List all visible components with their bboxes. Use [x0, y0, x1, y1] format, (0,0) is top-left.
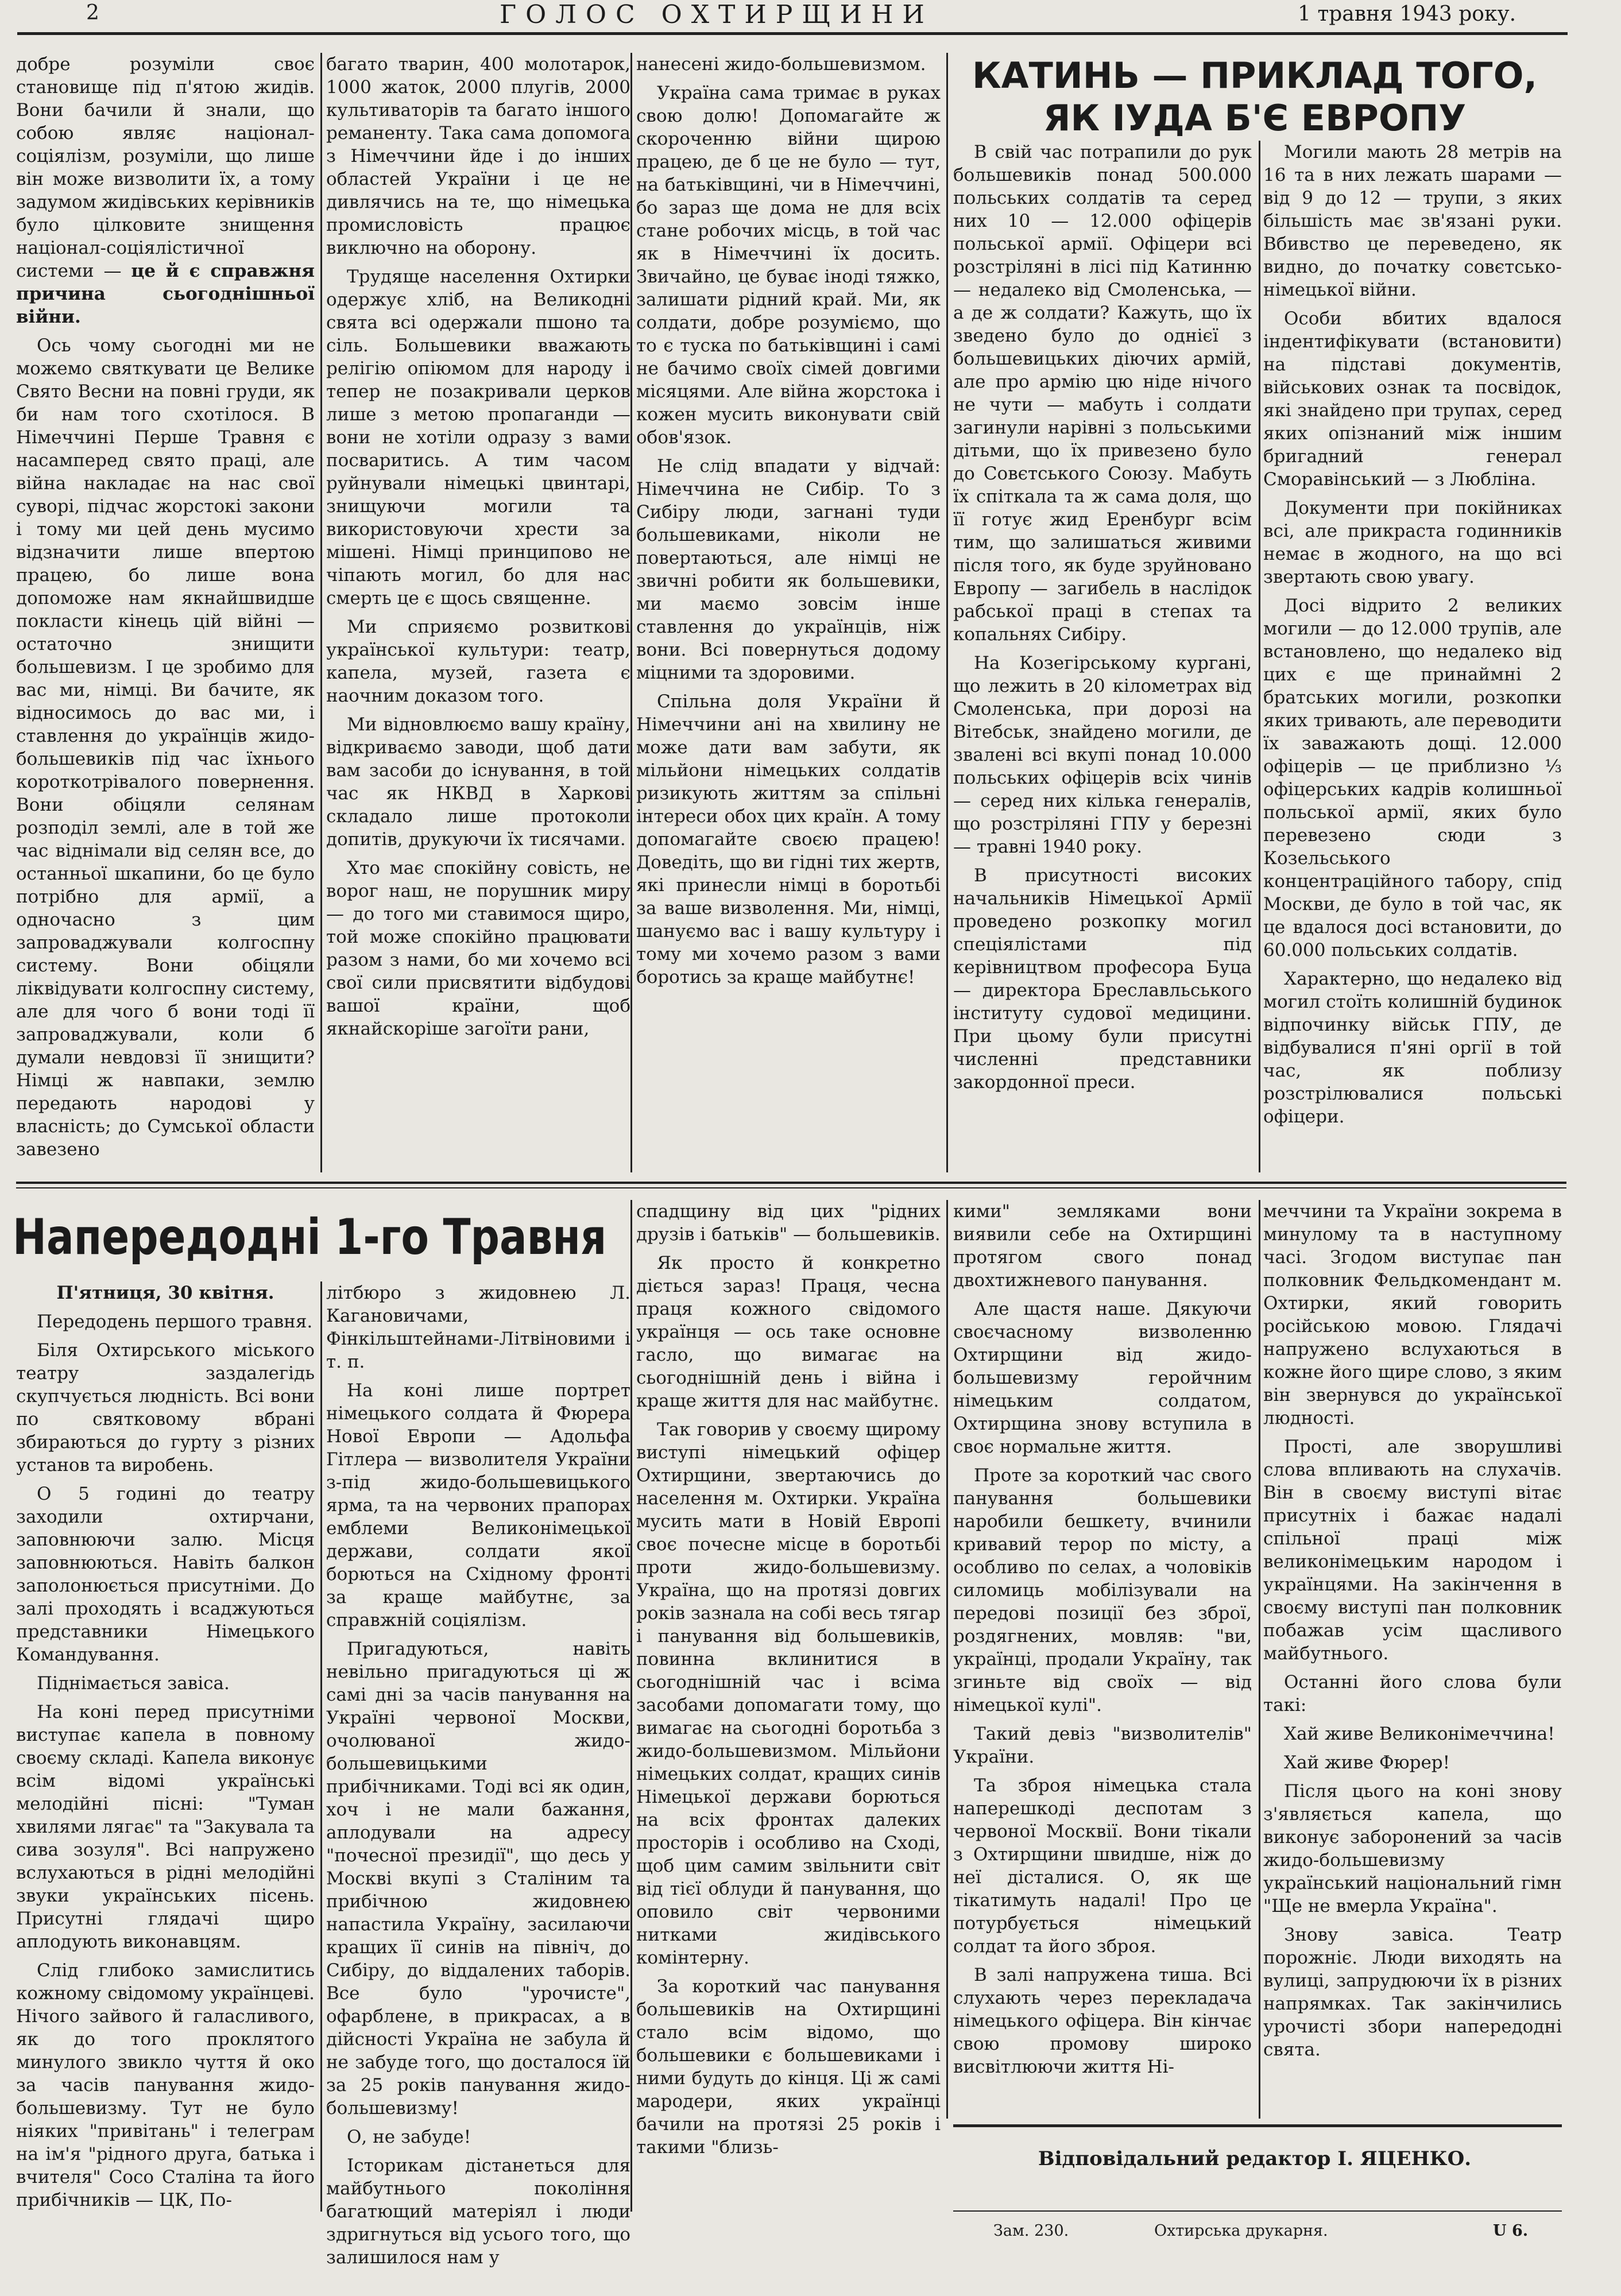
issue-date: 1 травня 1943 року. [1298, 2, 1516, 26]
article-paragraph: Історикам дістанеться для майбутнього покоління багатющий матеріял і люди здригнуться від усього того, що залишилося нам у [326, 2155, 630, 2268]
article-paragraph: Характерно, що недалеко від могил стоїть колишній будинок відпочинку військ ГПУ, де відбувалися п'яні оргії в той час, як поблизу розстрілювалися польські офіцери. [1263, 969, 1562, 1127]
article-paragraph: меччини та України зокрема в минулому та в наступному часі. Згодом виступає пан полковник Фельдкомендант м. Охтирки, який говорить російською мовою. Глядачі напружено вслухаються в кожне його щире слово, з яким він звернувся до української людності. [1263, 1201, 1562, 1428]
article-paragraph: Досі відрито 2 великих могили — до 12.000 трупів, але встановлено, що недалеко від цих є ще принаймні 2 братських могили, розкопки яких тривають, але переводити їх заважають дощі. 12.000 офіцерів — це приблизно ⅓ офіцерських кадрів колишньої польської армії, яких було перевезено сюди з Козельського концентраційного табору, спід Москви, де було в той час, як це вдалося досі встановити, до 60.000 польських солдатів. [1263, 595, 1562, 961]
article-paragraph: Ми сприяємо розвиткові української культури: театр, капела, музей, газета є наочним доказом того. [326, 617, 630, 706]
column-divider [630, 53, 632, 1172]
article-paragraph: нанесені жидо-большевизмом. [636, 54, 926, 75]
top-column-5 [1263, 141, 1562, 1172]
section-divider [16, 1182, 1566, 1184]
top-column-4 [953, 141, 1252, 1172]
column-divider [320, 1281, 322, 2212]
article-paragraph: кими" земляками вони виявили себе на Охтирщині протягом свого понад двохтижневого панування. [953, 1201, 1252, 1291]
may-day-headline: Напередодні 1-го Травня [13, 1209, 607, 1266]
article-paragraph: Знову завіса. Театр порожніє. Люди виходять на вулиці, запрудюючи їх в різних напрямках. Так закінчились урочисті збори напередодні свята. [1263, 1925, 1562, 2060]
katyn-headline [953, 55, 1556, 140]
column-divider [946, 53, 948, 1172]
dateline: П'ятниця, 30 квітня. [56, 1283, 274, 1303]
column-divider [946, 1200, 948, 2119]
article-paragraph: На коні перед присутніми виступає капела в повному своєму складі. Капела виконує всім відомі українські мелодійні пісні: "Туман хвилями лягає" та "Закувала та сива зозуля". Всі напружено вслухаються в рідні мелодійні звуки українських пісень. Присутні глядачі щиро аплодують виконавцям. [16, 1702, 315, 1952]
article-paragraph: О, не забуде! [347, 2127, 471, 2147]
order-number: Зам. 230. [993, 2222, 1069, 2240]
article-paragraph: Не слід впадати у відчай: Німеччина не Сибір. То з Сибіру люди, загнані туди большевиками, ніколи не повертаються, але німці не звичні робити як большевики, ми маємо зовсім інше ставлення до українців, ніж вони. Всі повернуться додому міцними та здоровими. [636, 456, 941, 683]
article-paragraph: В свій час потрапили до рук большевиків понад 500.000 польських солдатів та серед них 10 — 12.000 офіцерів польської армії. Офіцери всі розстріляні в лісі під Катинню — недалеко від Смоленська, — а де ж солдати? Кажуть, що їх зведено було до однієї з большевицьких діючих армій, але про армію цю ніде нічого не чути — мабуть і солдати загинули нарівні з польськими дітьми, що їх привезено було до Совєтського Союзу. Мабуть їх спіткала та ж сама доля, що її готує жид Еренбург всім тим, що залишаться живими після того, як буде зруйновано Европу — загибель в наслідок рабської праці в степах та копальнях Сибіру. [953, 142, 1252, 645]
article-paragraph: Останні його слова були такі: [1263, 1672, 1562, 1716]
article-paragraph: Прості, але зворушливі слова впливають на слухачів. Він в своєму виступі вітає присутніх і бажає надалі спільної праці між великонімецьким народом і українцями. На закінчення в своєму виступі пан полковник побажав усім щасливого майбутнього. [1263, 1437, 1562, 1664]
article-paragraph: Піднімається завіса. [37, 1673, 230, 1694]
top-column-2 [326, 53, 630, 1172]
article-paragraph: Хто має спокійну совість, не ворог наш, не порушник миру — до того ми ставимося щиро, той може спокійно працювати разом з нами, бо ми хочемо всі свої сили присвятити відбудові вашої країни, щоб якнайскоріше загоїти рани, [326, 858, 630, 1039]
article-paragraph: добре розуміли своє становище під п'ятою жидів. Вони бачили й знали, що собою являє націонал-соціялізм, розуміли, що лише він може визволити їх, а тому задумом жидівських керівників було цілковите знищення націонал-соціялістичної системи — [16, 54, 315, 281]
imprint-rule [953, 2210, 1562, 2212]
emphasis-text: це й є справжня причина сьогоднішньої війни. [16, 261, 315, 327]
column-divider [1259, 141, 1260, 1172]
top-column-3 [636, 53, 941, 1172]
article-paragraph: Після цього на коні знову з'являється капела, що виконує заборонений за часів жидо-большевизму український національний гімн "Ще не вмерла Україна". [1263, 1781, 1562, 1916]
article-paragraph: Передодень першого травня. [37, 1311, 313, 1332]
printer-name: Охтирська друкарня. [1154, 2222, 1328, 2240]
article-paragraph: Так говорив у своєму щирому виступі німецький офіцер Охтирщини, звертаючись до населення м. Охтирки. Україна мусить мати в Новій Европі своє почесне місце в боротьбі проти жидо-большевизму. Україна, що на протязі довгих років зазнала на собі весь тягар і панування від большевиків, повинна вклинитися в сьогоднішній час і всіма засобами допомагати тому, що вимагає на сьогодні боротьба з жидо-большевизмом. Мільйони німецьких солдат, кращих синів Німецької держави борються на всіх фронтах далеких просторів і особливо на Сході, щоб цим самим звільнити світ від тієї облуди й панування, що оповило світ червоними нитками жидівського комінтерну. [636, 1419, 941, 1968]
article-paragraph: Хай живе Великонімеччина! [1284, 1724, 1555, 1744]
article-paragraph: Ось чому сьогодні ми не можемо святкувати це Велике Свято Весни на повні груди, як би нам того схотілося. В Німеччині Перше Травня є насамперед свято праці, але війна накладає на нас свої суворі, підчас жорстокі закони і тому ми цей день мусимо відзначити лише впертою працею, бо лише вона допоможе нам якнайшвидше покласти кінець цій війні — остаточно знищити большевизм. І це зробимо для вас ми, німці. Ви бачите, як відносимось до вас ми, і ставлення до українців жидо-большевиків під час їхнього короткотрівалого повернення. Вони обіцяли селянам розподіл землі, але в той же час віднімали від селян все, до останньої шкапини, бо це було потрібно для армії, а одночасно з цим запроваджували колгоспну систему. Вони обіцяли ліквідувати колгоспну систему, але для чого б вони тоді її запроваджували, коли б думали невдовзі її знищити? Німці ж навпаки, землю передають народові у власність; до Сумської области завезено [16, 335, 315, 1160]
masthead [17, 0, 1568, 30]
article-paragraph: літбюро з жидовнею Л. Кагановичами, Фінкільштейнами-Літвіновими і т. п. [326, 1283, 630, 1372]
article-paragraph: Особи вбитих вдалося індентифікувати (встановити) на підставі документів, військових ознак та посвідок, які знайдено при трупах, серед яких опізнаний між іншим бригадний генерал Сморавінський — з Любліна. [1263, 308, 1562, 490]
article-paragraph: Спільна доля України й Німеччини ані на хвилину не може дати вам забути, як мільйони німецьких солдатів ризикують життям за спільні інтереси обох цих країн. А тому допомагайте своєю працею! Доведіть, що ви гідні тих жертв, які принесли німці в боротьбі за ваше визволення. Ми, німці, шануємо вас і вашу культуру і тому ми хочемо разом з вами боротись за краще майбутнє! [636, 691, 941, 988]
editor-rule [953, 2124, 1562, 2127]
bottom-column-3 [636, 1200, 941, 2212]
article-paragraph: На коні лише портрет німецького солдата й Фюрера Нової Европи — Адольфа Гітлера — визволителя України з-під жидо-большевицького ярма, та на червоних прапорах емблеми Великонімецької держави, солдати якої борються на Східному фронті за краще майбутнє, за справжній соціялізм. [326, 1380, 630, 1631]
article-paragraph: Але щастя наше. Дякуючи своєчасному визволенню Охтирщини від жидо-большевизму геройчним німецьким солдатом, Охтирщина знову вступила в своє нормальне життя. [953, 1299, 1252, 1457]
article-paragraph: Та зброя німецька стала наперешкоді деспотам з червоної Москвії. Вони тікали з Охтирщини швидше, ніж до неї дісталися. О, як ще тікатимуть надалі! Про це потурбується німецький солдат та його зброя. [953, 1775, 1252, 1957]
article-paragraph: Хай живе Фюрер! [1284, 1752, 1450, 1773]
column-divider [1259, 1200, 1260, 2119]
masthead-rule [17, 32, 1568, 35]
column-divider [320, 53, 322, 1172]
article-paragraph: В присутності високих начальників Німецької Армії проведено розкопку могил спеціялістами під керівництвом професора Буца — директора Бреславльського інституту судової медицини. При цьому були присутні численні представники закордонної преси. [953, 865, 1252, 1093]
article-paragraph: Як просто й конкретно діється зараз! Праця, чесна праця кожного свідомого українця — ось таке основне гасло, що вимагає на сьогоднішній день і війна і краще життя для нас майбутнє. [636, 1253, 941, 1411]
article-paragraph: Ми відновлюємо вашу країну, відкриваємо заводи, щоб дати вам засоби до існування, в той час як НКВД в Харкові складало лише протоколи допитів, друкуючи їх тисячами. [326, 714, 630, 850]
article-paragraph: Біля Охтирського міського театру заздалегідь скупчується людність. Всі вони по святковому вбрані збираються до гурту з різних установ та виробень. [16, 1340, 315, 1476]
article-paragraph: Такий девіз "визволителів" України. [953, 1724, 1252, 1767]
article-paragraph: Проте за короткий час свого панування большевики наробили бешкету, вчинили кривавий терор по місту, а особливо по селах, а чоловіків силомиць мобілізували на передові позиції без зброї, роздягнених, мовляв: "ви, українці, продали Україну, так згиньте від своїх — від німецької кулі". [953, 1465, 1252, 1716]
bottom-column-5 [1263, 1200, 1562, 2119]
article-paragraph: спадщину від цих "рідних друзів і батьків" — большевиків. [636, 1201, 941, 1245]
article-paragraph: В залі напружена тиша. Всі слухають через перекладача німецького офіцера. Він кінчає свою промову широко висвітлюючи життя Ні- [953, 1965, 1252, 2077]
headline-line: ЯК ІУДА Б'Є ЕВРОПУ [1043, 97, 1467, 139]
article-paragraph: багато тварин, 400 молотарок, 1000 жаток, 2000 плугів, 2000 культиваторів та багато іншого реманенту. Така сама допомога з Німеччини йде і до інших областей України і це не дивлячись на те, що німецька промисловість працює виключно на оборону. [326, 54, 630, 258]
bottom-column-4 [953, 1200, 1252, 2119]
article-paragraph: За короткий час панування большевиків на Охтирщині стало всім відомо, що большевики є большевиками і ними будуть до кінця. Ці ж самі мародери, яких українці бачили на протязі 25 років і такими "близь- [636, 1976, 941, 2158]
section-divider [16, 1187, 1566, 1188]
newspaper-title: ГОЛОС ОХТИРЩИНИ [500, 0, 934, 29]
article-paragraph: О 5 годині до театру заходили охтирчани, заповнюючи залю. Місця заповнюються. Навіть балкон заполонюється присутніми. До залі проходять і всаджуються представники Німецького Командування. [16, 1484, 315, 1665]
article-paragraph: Документи при покійниках всі, але прикраста годинників немає в жодного, на що всі звертають свою увагу. [1263, 498, 1562, 587]
imprint-code: U 6. [1493, 2222, 1529, 2240]
page-number: 2 [86, 1, 99, 25]
bottom-column-1 [16, 1281, 315, 2212]
top-column-1 [16, 53, 315, 1172]
headline-line: КАТИНЬ — ПРИКЛАД ТОГО, [972, 55, 1538, 96]
responsible-editor: Відповідальний редактор І. ЯЦЕНКО. [1038, 2147, 1472, 2170]
article-paragraph: На Козегірському кургані, що лежить в 20 кілометрах від Смоленська, при дорозі на Вітебськ, знайдено могили, де звалені всі вкупі понад 10.000 польських офіцерів всіх чинів — серед них кілька генералів, що розстріляні ГПУ у березні — травні 1940 року. [953, 653, 1252, 857]
bottom-column-2 [326, 1281, 630, 2268]
article-paragraph: Україна сама тримає в руках свою долю! Допомагайте ж скороченню війни щирою працею, де б це не було — тут, на батьківщині, чи в Німеччині, бо зараз ще дома не для всіх стане робочих місць, в той час як в Німеччині їх досить. Звичайно, це буває іноді тяжко, залишати рідний край. Ми, як солдати, добре розуміємо, що то є туска по батьківщині і самі не бачимо своїх сімей довгими місяцями. Але війна жорстока і кожен мусить виконувати свій обов'язок. [636, 83, 941, 448]
article-paragraph: Могили мають 28 метрів на 16 та в них лежать шарами — від 9 до 12 — трупи, з яких більшість має зв'язані руки. Вбивство це переведено, як видно, до початку совєтсько-німецької війни. [1263, 142, 1562, 300]
article-paragraph: Слід глибоко замислитись кожному свідомому українцеві. Нічого зайвого й галасливого, як до того проклятого минулого звикло чуття й око за часів панування жидо-большевизму. Тут не було ніяких "привітань" і телеграм на ім'я "рідного друга, батька і вчителя" Сосо Сталіна та його прибічників — ЦК, По- [16, 1960, 315, 2210]
column-divider [630, 1200, 632, 2212]
article-paragraph: Пригадуються, навіть невільно пригадуються ці ж самі дні за часів панування на Україні червоної Москви, очолюваної жидо-большевицькими прибічниками. Тоді всі як один, хоч і не мали бажання, аплодували на адресу "почесної президії", що десь у Москві вкупі з Сталіним та прибічною жидовнею напастила Україну, засилаючи кращих її синів на північ, до Сибіру, до віддалених таборів. Все було "урочисте", офарблене, в прикрасах, а в дійсності Україна не забула й не забуде того, що досталося їй за 25 років панування жидо-большевизму! [326, 1639, 630, 2119]
article-paragraph: Трудяще населення Охтирки одержує хліб, на Великодні свята всі одержали пшоно та сіль. Большевики вважають релігію опіюмом для народу і тепер не позакривали церков лише з метою пропаганди — вони не хотіли одразу з вами посваритись. А тим часом руйнували німецькі цвинтарі, знищуючи могили та використовуючи хрести за мішені. Німці принципово не чіпають могил, бо для нас смерть це є щось священне. [326, 266, 630, 609]
